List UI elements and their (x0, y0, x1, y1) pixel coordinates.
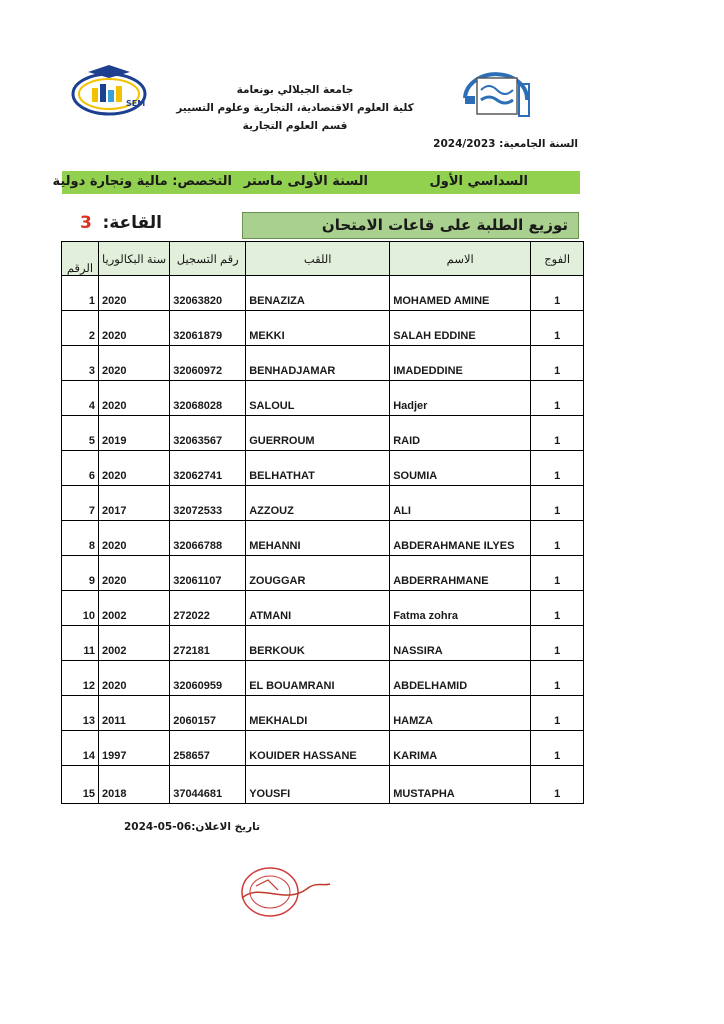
info-bar (52, 171, 580, 194)
cell-bac-year: 2020 (99, 556, 170, 591)
header-group: الفوج (531, 242, 584, 276)
cell-first-name: NASSIRA (390, 626, 531, 661)
cell-index: 14 (62, 731, 99, 766)
cell-first-name: Hadjer (390, 381, 531, 416)
cell-group: 1 (531, 766, 584, 804)
cell-registration: 32060959 (170, 661, 246, 696)
cell-index: 11 (62, 626, 99, 661)
cell-last-name: SALOUL (246, 381, 390, 416)
cell-index: 5 (62, 416, 99, 451)
table-row (62, 276, 584, 311)
cell-first-name: ABDERRAHMANE (390, 556, 531, 591)
cell-index: 3 (62, 346, 99, 381)
cell-index: 1 (62, 276, 99, 311)
cell-registration: 272022 (170, 591, 246, 626)
level-label: السنة الأولى ماستر (243, 174, 368, 189)
hall-number: 3 (80, 213, 92, 233)
page-title-box (242, 212, 579, 239)
academic-year: السنة الجامعية: 2024/2023 (433, 138, 578, 150)
cell-first-name: MUSTAPHA (390, 766, 531, 804)
faculty-name: كلية العلوم الاقتصادية، التجارية وعلوم التسيير (176, 102, 414, 114)
cell-last-name: GUERROUM (246, 416, 390, 451)
cell-index: 2 (62, 311, 99, 346)
cell-bac-year: 1997 (99, 731, 170, 766)
cell-index: 15 (62, 766, 99, 804)
cell-last-name: BENAZIZA (246, 276, 390, 311)
table-row (62, 556, 584, 591)
cell-bac-year: 2002 (99, 591, 170, 626)
hall-label: القاعة: (102, 213, 162, 233)
students-table (61, 241, 584, 804)
cell-group: 1 (531, 696, 584, 731)
cell-index: 7 (62, 486, 99, 521)
cell-group: 1 (531, 346, 584, 381)
cell-last-name: BERKOUK (246, 626, 390, 661)
cell-first-name: RAID (390, 416, 531, 451)
cell-first-name: IMADEDDINE (390, 346, 531, 381)
cell-bac-year: 2020 (99, 381, 170, 416)
semester-label: السداسي الأول (429, 174, 528, 189)
header-bac-year: سنة البكالوريا (99, 242, 170, 276)
cell-group: 1 (531, 451, 584, 486)
cell-first-name: HAMZA (390, 696, 531, 731)
table-row (62, 661, 584, 696)
page-title: توزيع الطلبة على قاعات الامتحان (321, 216, 568, 234)
cell-registration: 2060157 (170, 696, 246, 731)
svg-text:SEM: SEM (126, 99, 146, 108)
cell-last-name: BELHATHAT (246, 451, 390, 486)
cell-registration: 32061879 (170, 311, 246, 346)
table-row (62, 766, 584, 804)
table-row (62, 311, 584, 346)
cell-group: 1 (531, 416, 584, 451)
cell-registration: 32066788 (170, 521, 246, 556)
table-row (62, 486, 584, 521)
cell-last-name: MEKKI (246, 311, 390, 346)
cell-registration: 32072533 (170, 486, 246, 521)
cell-group: 1 (531, 591, 584, 626)
cell-last-name: ZOUGGAR (246, 556, 390, 591)
announcement-date: تاريخ الاعلان:06-05-2024 (124, 821, 261, 833)
department-stamp (236, 862, 332, 922)
cell-index: 10 (62, 591, 99, 626)
cell-group: 1 (531, 556, 584, 591)
cell-last-name: KOUIDER HASSANE (246, 731, 390, 766)
cell-group: 1 (531, 276, 584, 311)
table-row (62, 451, 584, 486)
header-first-name: الاسم (390, 242, 531, 276)
cell-last-name: YOUSFI (246, 766, 390, 804)
table-row (62, 416, 584, 451)
header-last-name: اللقب (246, 242, 390, 276)
table-row (62, 591, 584, 626)
cell-registration: 32068028 (170, 381, 246, 416)
cell-group: 1 (531, 731, 584, 766)
cell-bac-year: 2019 (99, 416, 170, 451)
cell-registration: 32062741 (170, 451, 246, 486)
cell-bac-year: 2020 (99, 276, 170, 311)
cell-registration: 32060972 (170, 346, 246, 381)
cell-first-name: ABDELHAMID (390, 661, 531, 696)
cell-group: 1 (531, 486, 584, 521)
faculty-logo (68, 62, 150, 118)
cell-bac-year: 2011 (99, 696, 170, 731)
cell-index: 6 (62, 451, 99, 486)
table-row (62, 731, 584, 766)
department-name: قسم العلوم التجارية (242, 120, 348, 132)
cell-group: 1 (531, 661, 584, 696)
university-logo (455, 70, 537, 126)
cell-index: 8 (62, 521, 99, 556)
cell-group: 1 (531, 626, 584, 661)
cell-last-name: MEHANNI (246, 521, 390, 556)
cell-index: 13 (62, 696, 99, 731)
table-header-row (62, 242, 584, 276)
cell-index: 4 (62, 381, 99, 416)
table-row (62, 521, 584, 556)
cell-first-name: SALAH EDDINE (390, 311, 531, 346)
cell-registration: 32063820 (170, 276, 246, 311)
cell-group: 1 (531, 521, 584, 556)
table-row (62, 381, 584, 416)
cell-bac-year: 2020 (99, 346, 170, 381)
cell-bac-year: 2002 (99, 626, 170, 661)
cell-last-name: ATMANI (246, 591, 390, 626)
cell-bac-year: 2018 (99, 766, 170, 804)
cell-first-name: ABDERAHMANE ILYES (390, 521, 531, 556)
cell-bac-year: 2017 (99, 486, 170, 521)
cell-bac-year: 2020 (99, 521, 170, 556)
header-index: الرقم (62, 242, 99, 276)
cell-registration: 272181 (170, 626, 246, 661)
cell-bac-year: 2020 (99, 661, 170, 696)
table-row (62, 626, 584, 661)
cell-registration: 32061107 (170, 556, 246, 591)
cell-group: 1 (531, 381, 584, 416)
cell-last-name: MEKHALDI (246, 696, 390, 731)
cell-first-name: ALI (390, 486, 531, 521)
cell-last-name: AZZOUZ (246, 486, 390, 521)
cell-index: 9 (62, 556, 99, 591)
hall-indicator (62, 211, 162, 239)
cell-first-name: MOHAMED AMINE (390, 276, 531, 311)
header-registration: رقم التسجيل (170, 242, 246, 276)
cell-last-name: BENHADJAMAR (246, 346, 390, 381)
cell-bac-year: 2020 (99, 451, 170, 486)
cell-first-name: SOUMIA (390, 451, 531, 486)
cell-registration: 32063567 (170, 416, 246, 451)
cell-registration: 37044681 (170, 766, 246, 804)
cell-group: 1 (531, 311, 584, 346)
cell-first-name: KARIMA (390, 731, 531, 766)
cell-bac-year: 2020 (99, 311, 170, 346)
table-row (62, 346, 584, 381)
cell-index: 12 (62, 661, 99, 696)
cell-first-name: Fatma zohra (390, 591, 531, 626)
cell-last-name: EL BOUAMRANI (246, 661, 390, 696)
table-row (62, 696, 584, 731)
cell-registration: 258657 (170, 731, 246, 766)
university-name: جامعة الجيلالي بونعامة (236, 84, 354, 96)
specialty-label: التخصص: مالية وتجارة دولية (52, 174, 232, 189)
